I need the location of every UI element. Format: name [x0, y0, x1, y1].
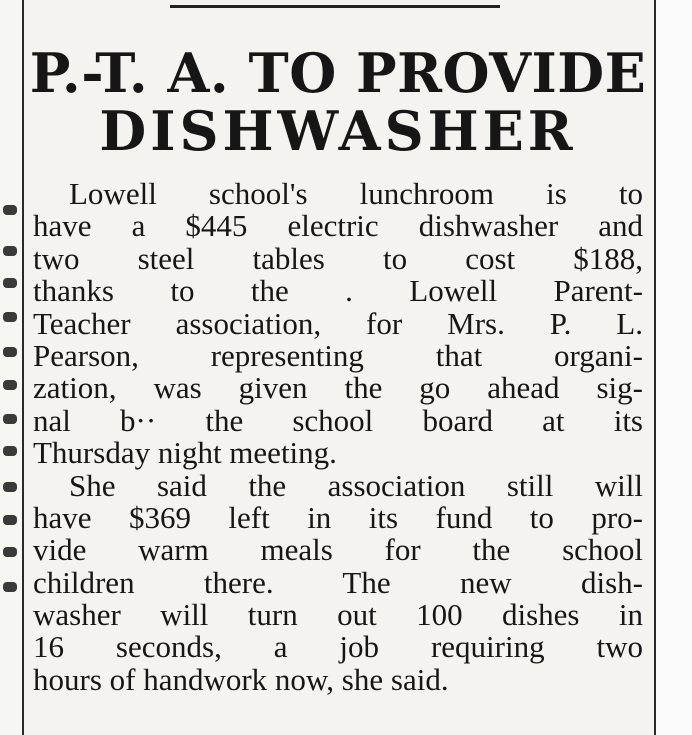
- body-line: vide warm meals for the school: [33, 532, 643, 568]
- top-divider-rule: [170, 5, 500, 8]
- body-line: 16 seconds, a job requiring two: [33, 629, 643, 665]
- body-line: Lowell school's lunchroom is to: [69, 176, 643, 211]
- adjacent-column-mark: [3, 380, 17, 390]
- body-line: She said the association still will: [69, 467, 643, 503]
- adjacent-column-mark: [3, 482, 17, 492]
- body-line: hours of handwork now, she said.: [33, 661, 449, 697]
- page-margin: [656, 0, 692, 735]
- body-line: Thursday night meeting.: [33, 435, 337, 471]
- adjacent-column-mark: [3, 547, 17, 557]
- adjacent-column-mark: [3, 515, 17, 525]
- adjacent-column-edge: [0, 0, 22, 735]
- body-line: Pearson, representing that organi-: [33, 337, 643, 373]
- body-line: zation, was given the go ahead sig-: [33, 370, 643, 406]
- adjacent-column-mark: [3, 347, 17, 357]
- body-line: two steel tables to cost $188,: [33, 240, 643, 276]
- adjacent-column-mark: [3, 205, 17, 215]
- paragraph-2: [33, 467, 643, 697]
- headline-line: DISHWASHER: [99, 99, 577, 163]
- body-line: have a $445 electric dishwasher and: [33, 208, 643, 244]
- body-line: have $369 left in its fund to pro-: [33, 499, 643, 535]
- headline: [24, 41, 652, 163]
- body-line: thanks to the . Lowell Parent-: [33, 273, 643, 309]
- adjacent-column-mark: [3, 312, 17, 322]
- adjacent-column-mark: [3, 246, 17, 256]
- headline-line: P.-T. A. TO PROVIDE: [29, 41, 647, 105]
- article-body: [33, 178, 643, 696]
- adjacent-column-mark: [3, 278, 17, 288]
- body-line: children there. The new dish-: [33, 564, 643, 600]
- paragraph-1: [33, 178, 643, 470]
- adjacent-column-mark: [3, 582, 17, 592]
- adjacent-column-mark: [3, 414, 17, 424]
- body-line: nal b·· the school board at its: [33, 402, 643, 438]
- body-line: washer will turn out 100 dishes in: [33, 597, 643, 633]
- body-line: Teacher association, for Mrs. P. L.: [33, 305, 643, 341]
- adjacent-column-mark: [3, 446, 17, 456]
